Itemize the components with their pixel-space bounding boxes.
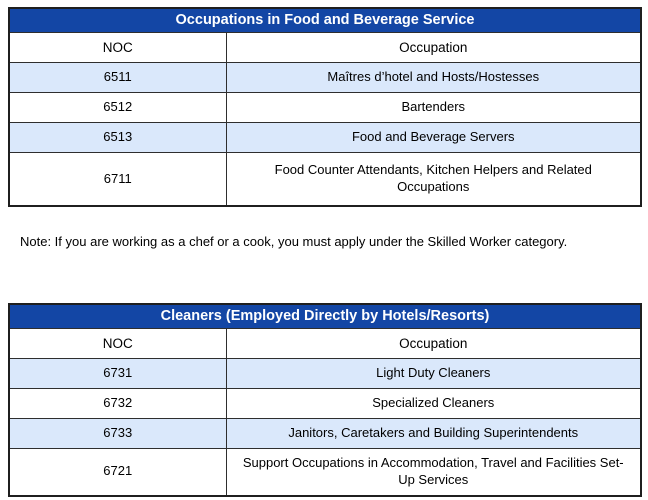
table-row xyxy=(9,152,641,206)
occupation-cell: Light Duty Cleaners xyxy=(226,359,641,389)
col-header-occupation: Occupation xyxy=(226,329,641,359)
cleaners-table xyxy=(8,303,642,496)
occupation-cell: Janitors, Caretakers and Building Superintendents xyxy=(226,419,641,449)
noc-cell: 6733 xyxy=(9,419,226,449)
note-text: Note: If you are working as a chef or a cook, you must apply under the Skilled Worker category. xyxy=(20,234,568,250)
table-row xyxy=(9,449,641,496)
noc-cell: 6711 xyxy=(9,152,226,206)
table-row xyxy=(9,329,641,359)
table-row xyxy=(9,389,641,419)
table-row xyxy=(9,8,641,32)
occupation-cell: Food and Beverage Servers xyxy=(226,122,641,152)
table-title: Occupations in Food and Beverage Service xyxy=(9,8,641,32)
noc-cell: 6512 xyxy=(9,92,226,122)
table-row xyxy=(9,32,641,62)
noc-cell: 6511 xyxy=(9,62,226,92)
occupation-cell: Maîtres d’hotel and Hosts/Hostesses xyxy=(226,62,641,92)
food-beverage-table xyxy=(8,7,642,207)
spacer xyxy=(8,251,640,303)
occupation-cell: Support Occupations in Accommodation, Travel and Facilities Set-Up Services xyxy=(226,449,641,496)
table-row xyxy=(9,419,641,449)
table-row xyxy=(9,92,641,122)
occupation-cell: Bartenders xyxy=(226,92,641,122)
table-row xyxy=(9,62,641,92)
table-row xyxy=(9,122,641,152)
occupation-cell: Food Counter Attendants, Kitchen Helpers and Related Occupations xyxy=(226,152,641,206)
noc-cell: 6732 xyxy=(9,389,226,419)
occupation-cell: Specialized Cleaners xyxy=(226,389,641,419)
noc-cell: 6513 xyxy=(9,122,226,152)
table-row xyxy=(9,304,641,328)
table-row xyxy=(9,359,641,389)
col-header-noc: NOC xyxy=(9,329,226,359)
table-title: Cleaners (Employed Directly by Hotels/Resorts) xyxy=(9,304,641,328)
col-header-occupation: Occupation xyxy=(226,32,641,62)
noc-cell: 6721 xyxy=(9,449,226,496)
noc-cell: 6731 xyxy=(9,359,226,389)
col-header-noc: NOC xyxy=(9,32,226,62)
